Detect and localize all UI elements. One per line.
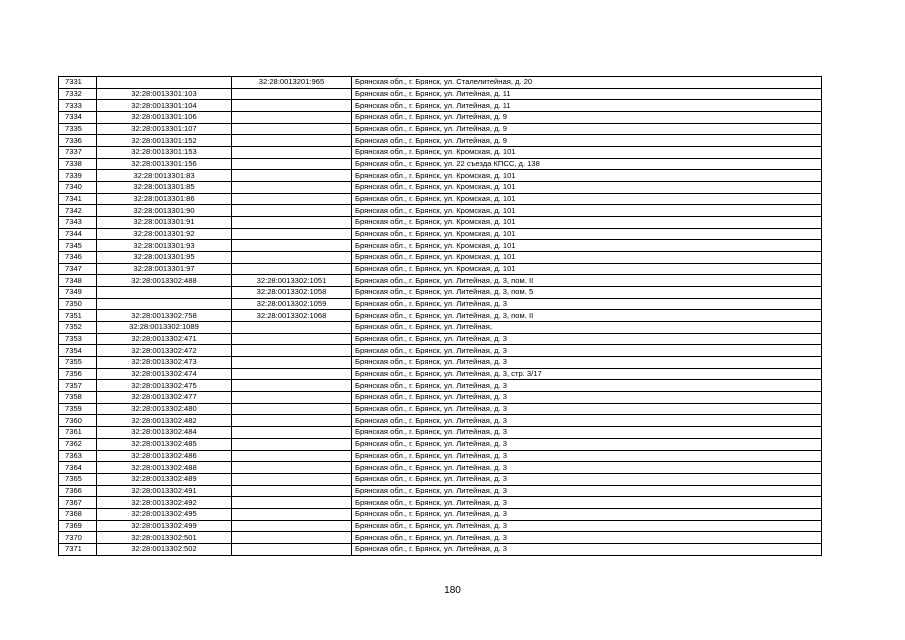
room-cadastral-number-cell: 32:28:0013302:1068	[232, 310, 352, 322]
address-cell: Брянская обл., г. Брянск, ул. Литейная, д. 3	[352, 508, 822, 520]
address-cell: Брянская обл., г. Брянск, ул. Кромская, д. 101	[352, 147, 822, 159]
room-cadastral-number-cell	[232, 158, 352, 170]
row-number-cell: 7347	[59, 263, 97, 275]
address-cell: Брянская обл., г. Брянск, ул. Кромская, д. 101	[352, 193, 822, 205]
cadastral-number-cell: 32:28:0013301:97	[97, 263, 232, 275]
room-cadastral-number-cell	[232, 392, 352, 404]
table-row	[59, 135, 822, 147]
row-number-cell: 7362	[59, 438, 97, 450]
table-row	[59, 240, 822, 252]
cadastral-number-cell: 32:28:0013302:474	[97, 368, 232, 380]
table-row	[59, 217, 822, 229]
room-cadastral-number-cell: 32:28:0013302:1059	[232, 298, 352, 310]
room-cadastral-number-cell	[232, 532, 352, 544]
row-number-cell: 7368	[59, 508, 97, 520]
row-number-cell: 7332	[59, 88, 97, 100]
room-cadastral-number-cell	[232, 147, 352, 159]
cadastral-number-cell: 32:28:0013302:501	[97, 532, 232, 544]
room-cadastral-number-cell: 32:28:0013302:1051	[232, 275, 352, 287]
room-cadastral-number-cell	[232, 88, 352, 100]
cadastral-number-cell: 32:28:0013302:491	[97, 485, 232, 497]
address-cell: Брянская обл., г. Брянск, ул. Литейная, д. 9	[352, 112, 822, 124]
address-cell: Брянская обл., г. Брянск, ул. Литейная, д. 3	[352, 497, 822, 509]
room-cadastral-number-cell: 32:28:0013302:1058	[232, 287, 352, 299]
table-row	[59, 380, 822, 392]
room-cadastral-number-cell	[232, 403, 352, 415]
room-cadastral-number-cell	[232, 100, 352, 112]
room-cadastral-number-cell	[232, 438, 352, 450]
cadastral-number-cell	[97, 77, 232, 89]
row-number-cell: 7341	[59, 193, 97, 205]
room-cadastral-number-cell	[232, 112, 352, 124]
room-cadastral-number-cell	[232, 228, 352, 240]
cadastral-number-cell: 32:28:0013302:473	[97, 357, 232, 369]
cadastral-number-cell: 32:28:0013302:471	[97, 333, 232, 345]
cadastral-number-cell: 32:28:0013302:758	[97, 310, 232, 322]
cadastral-number-cell: 32:28:0013302:488	[97, 275, 232, 287]
row-number-cell: 7365	[59, 473, 97, 485]
row-number-cell: 7359	[59, 403, 97, 415]
table-row	[59, 205, 822, 217]
room-cadastral-number-cell	[232, 520, 352, 532]
table-row	[59, 298, 822, 310]
table-row	[59, 345, 822, 357]
cadastral-number-cell: 32:28:0013302:486	[97, 450, 232, 462]
cadastral-number-cell: 32:28:0013301:153	[97, 147, 232, 159]
room-cadastral-number-cell	[232, 240, 352, 252]
cadastral-number-cell: 32:28:0013302:484	[97, 427, 232, 439]
address-cell: Брянская обл., г. Брянск, ул. Кромская, д. 101	[352, 217, 822, 229]
address-cell: Брянская обл., г. Брянск, ул. Кромская, д. 101	[352, 240, 822, 252]
address-cell: Брянская обл., г. Брянск, ул. Кромская, д. 101	[352, 170, 822, 182]
table-row	[59, 473, 822, 485]
address-cell: Брянская обл., г. Брянск, ул. Литейная, д. 9	[352, 135, 822, 147]
cadastral-number-cell: 32:28:0013302:475	[97, 380, 232, 392]
address-cell: Брянская обл., г. Брянск, ул. Литейная, д. 3	[352, 392, 822, 404]
table-row	[59, 263, 822, 275]
cadastral-number-cell	[97, 298, 232, 310]
table-row	[59, 333, 822, 345]
row-number-cell: 7367	[59, 497, 97, 509]
room-cadastral-number-cell	[232, 135, 352, 147]
cadastral-number-cell: 32:28:0013301:95	[97, 252, 232, 264]
cadastral-number-cell: 32:28:0013301:104	[97, 100, 232, 112]
room-cadastral-number-cell	[232, 357, 352, 369]
cadastral-table	[58, 76, 822, 556]
room-cadastral-number-cell	[232, 182, 352, 194]
cadastral-number-cell: 32:28:0013301:85	[97, 182, 232, 194]
cadastral-number-cell: 32:28:0013302:472	[97, 345, 232, 357]
row-number-cell: 7352	[59, 322, 97, 334]
address-cell: Брянская обл., г. Брянск, ул. Литейная, д. 3	[352, 415, 822, 427]
table-row	[59, 508, 822, 520]
room-cadastral-number-cell	[232, 252, 352, 264]
table-row	[59, 123, 822, 135]
row-number-cell: 7371	[59, 543, 97, 555]
cadastral-number-cell: 32:28:0013302:1089	[97, 322, 232, 334]
row-number-cell: 7369	[59, 520, 97, 532]
table-row	[59, 158, 822, 170]
table-row	[59, 532, 822, 544]
table-row	[59, 275, 822, 287]
room-cadastral-number-cell	[232, 193, 352, 205]
table-row	[59, 322, 822, 334]
row-number-cell: 7348	[59, 275, 97, 287]
table-row	[59, 147, 822, 159]
address-cell: Брянская обл., г. Брянск, ул. Кромская, д. 101	[352, 263, 822, 275]
cadastral-number-cell: 32:28:0013301:90	[97, 205, 232, 217]
row-number-cell: 7340	[59, 182, 97, 194]
table-row	[59, 112, 822, 124]
table-row	[59, 100, 822, 112]
table-row	[59, 368, 822, 380]
address-cell: Брянская обл., г. Брянск, ул. Кромская, д. 101	[352, 252, 822, 264]
row-number-cell: 7357	[59, 380, 97, 392]
cadastral-number-cell: 32:28:0013301:83	[97, 170, 232, 182]
row-number-cell: 7353	[59, 333, 97, 345]
page-number: 180	[444, 585, 461, 596]
address-cell: Брянская обл., г. Брянск, ул. Литейная, д. 3, пом. II	[352, 310, 822, 322]
room-cadastral-number-cell	[232, 508, 352, 520]
cadastral-number-cell: 32:28:0013302:492	[97, 497, 232, 509]
table-body	[59, 77, 822, 556]
table-row	[59, 170, 822, 182]
table-row	[59, 462, 822, 474]
cadastral-number-cell: 32:28:0013301:107	[97, 123, 232, 135]
cadastral-number-cell	[97, 287, 232, 299]
cadastral-number-cell: 32:28:0013301:106	[97, 112, 232, 124]
row-number-cell: 7363	[59, 450, 97, 462]
room-cadastral-number-cell	[232, 170, 352, 182]
row-number-cell: 7331	[59, 77, 97, 89]
room-cadastral-number-cell	[232, 123, 352, 135]
address-cell: Брянская обл., г. Брянск, ул. Литейная, д. 3, пом. II	[352, 275, 822, 287]
address-cell: Брянская обл., г. Брянск, ул. Литейная, д. 3	[352, 462, 822, 474]
address-cell: Брянская обл., г. Брянск, ул. Литейная, д. 3	[352, 298, 822, 310]
room-cadastral-number-cell	[232, 217, 352, 229]
row-number-cell: 7361	[59, 427, 97, 439]
address-cell: Брянская обл., г. Брянск, ул. Литейная, д. 3	[352, 380, 822, 392]
row-number-cell: 7344	[59, 228, 97, 240]
table-row	[59, 77, 822, 89]
row-number-cell: 7339	[59, 170, 97, 182]
row-number-cell: 7343	[59, 217, 97, 229]
row-number-cell: 7354	[59, 345, 97, 357]
cadastral-number-cell: 32:28:0013301:156	[97, 158, 232, 170]
row-number-cell: 7335	[59, 123, 97, 135]
address-cell: Брянская обл., г. Брянск, ул. Кромская, д. 101	[352, 228, 822, 240]
row-number-cell: 7370	[59, 532, 97, 544]
table-row	[59, 485, 822, 497]
table-row	[59, 228, 822, 240]
address-cell: Брянская обл., г. Брянск, ул. Литейная, д. 3	[352, 532, 822, 544]
cadastral-number-cell: 32:28:0013302:499	[97, 520, 232, 532]
table-row	[59, 438, 822, 450]
table-row	[59, 310, 822, 322]
room-cadastral-number-cell	[232, 427, 352, 439]
address-cell: Брянская обл., г. Брянск, ул. Литейная, д. 3	[352, 543, 822, 555]
room-cadastral-number-cell	[232, 380, 352, 392]
row-number-cell: 7337	[59, 147, 97, 159]
table-row	[59, 450, 822, 462]
cadastral-number-cell: 32:28:0013302:502	[97, 543, 232, 555]
table-row	[59, 252, 822, 264]
room-cadastral-number-cell	[232, 485, 352, 497]
row-number-cell: 7349	[59, 287, 97, 299]
address-cell: Брянская обл., г. Брянск, ул. Литейная, д. 3	[352, 450, 822, 462]
cadastral-number-cell: 32:28:0013302:480	[97, 403, 232, 415]
cadastral-number-cell: 32:28:0013302:482	[97, 415, 232, 427]
room-cadastral-number-cell	[232, 450, 352, 462]
row-number-cell: 7356	[59, 368, 97, 380]
room-cadastral-number-cell	[232, 368, 352, 380]
address-cell: Брянская обл., г. Брянск, ул. Литейная, д. 3	[352, 357, 822, 369]
row-number-cell: 7338	[59, 158, 97, 170]
address-cell: Брянская обл., г. Брянск, ул. Кромская, д. 101	[352, 205, 822, 217]
cadastral-number-cell: 32:28:0013302:477	[97, 392, 232, 404]
address-cell: Брянская обл., г. Брянск, ул. Сталелитейная, д. 20	[352, 77, 822, 89]
address-cell: Брянская обл., г. Брянск, ул. 22 съезда КПСС, д. 138	[352, 158, 822, 170]
row-number-cell: 7345	[59, 240, 97, 252]
cadastral-number-cell: 32:28:0013301:91	[97, 217, 232, 229]
cadastral-number-cell: 32:28:0013302:488	[97, 462, 232, 474]
row-number-cell: 7355	[59, 357, 97, 369]
cadastral-number-cell: 32:28:0013301:103	[97, 88, 232, 100]
row-number-cell: 7366	[59, 485, 97, 497]
address-cell: Брянская обл., г. Брянск, ул. Литейная, д. 3	[352, 345, 822, 357]
cadastral-number-cell: 32:28:0013301:152	[97, 135, 232, 147]
room-cadastral-number-cell	[232, 205, 352, 217]
room-cadastral-number-cell	[232, 333, 352, 345]
table-row	[59, 543, 822, 555]
cadastral-number-cell: 32:28:0013302:495	[97, 508, 232, 520]
address-cell: Брянская обл., г. Брянск, ул. Литейная, д. 3	[352, 333, 822, 345]
address-cell: Брянская обл., г. Брянск, ул. Литейная, д. 11	[352, 100, 822, 112]
table-row	[59, 403, 822, 415]
address-cell: Брянская обл., г. Брянск, ул. Кромская, д. 101	[352, 182, 822, 194]
cadastral-number-cell: 32:28:0013301:92	[97, 228, 232, 240]
address-cell: Брянская обл., г. Брянск, ул. Литейная, д. 3	[352, 473, 822, 485]
row-number-cell: 7360	[59, 415, 97, 427]
table-row	[59, 357, 822, 369]
row-number-cell: 7336	[59, 135, 97, 147]
table-row	[59, 520, 822, 532]
address-cell: Брянская обл., г. Брянск, ул. Литейная, д. 11	[352, 88, 822, 100]
address-cell: Брянская обл., г. Брянск, ул. Литейная, д. 3	[352, 438, 822, 450]
address-cell: Брянская обл., г. Брянск, ул. Литейная, д. 3, стр. 3/17	[352, 368, 822, 380]
room-cadastral-number-cell	[232, 462, 352, 474]
room-cadastral-number-cell: 32:28:0013201:965	[232, 77, 352, 89]
address-cell: Брянская обл., г. Брянск, ул. Литейная, д. 3	[352, 403, 822, 415]
table-row	[59, 415, 822, 427]
row-number-cell: 7346	[59, 252, 97, 264]
cadastral-number-cell: 32:28:0013302:485	[97, 438, 232, 450]
address-cell: Брянская обл., г. Брянск, ул. Литейная,	[352, 322, 822, 334]
room-cadastral-number-cell	[232, 322, 352, 334]
address-cell: Брянская обл., г. Брянск, ул. Литейная, д. 3	[352, 427, 822, 439]
table-row	[59, 427, 822, 439]
room-cadastral-number-cell	[232, 473, 352, 485]
row-number-cell: 7351	[59, 310, 97, 322]
address-cell: Брянская обл., г. Брянск, ул. Литейная, д. 3	[352, 520, 822, 532]
room-cadastral-number-cell	[232, 497, 352, 509]
address-cell: Брянская обл., г. Брянск, ул. Литейная, д. 3	[352, 485, 822, 497]
address-cell: Брянская обл., г. Брянск, ул. Литейная, д. 3, пом. 5	[352, 287, 822, 299]
table-row	[59, 193, 822, 205]
table-row	[59, 182, 822, 194]
room-cadastral-number-cell	[232, 543, 352, 555]
cadastral-number-cell: 32:28:0013301:93	[97, 240, 232, 252]
table-row	[59, 497, 822, 509]
row-number-cell: 7364	[59, 462, 97, 474]
cadastral-number-cell: 32:28:0013302:489	[97, 473, 232, 485]
row-number-cell: 7342	[59, 205, 97, 217]
table-row	[59, 88, 822, 100]
room-cadastral-number-cell	[232, 263, 352, 275]
row-number-cell: 7350	[59, 298, 97, 310]
table-row	[59, 392, 822, 404]
row-number-cell: 7334	[59, 112, 97, 124]
address-cell: Брянская обл., г. Брянск, ул. Литейная, д. 9	[352, 123, 822, 135]
room-cadastral-number-cell	[232, 415, 352, 427]
row-number-cell: 7358	[59, 392, 97, 404]
table-row	[59, 287, 822, 299]
room-cadastral-number-cell	[232, 345, 352, 357]
row-number-cell: 7333	[59, 100, 97, 112]
cadastral-number-cell: 32:28:0013301:86	[97, 193, 232, 205]
